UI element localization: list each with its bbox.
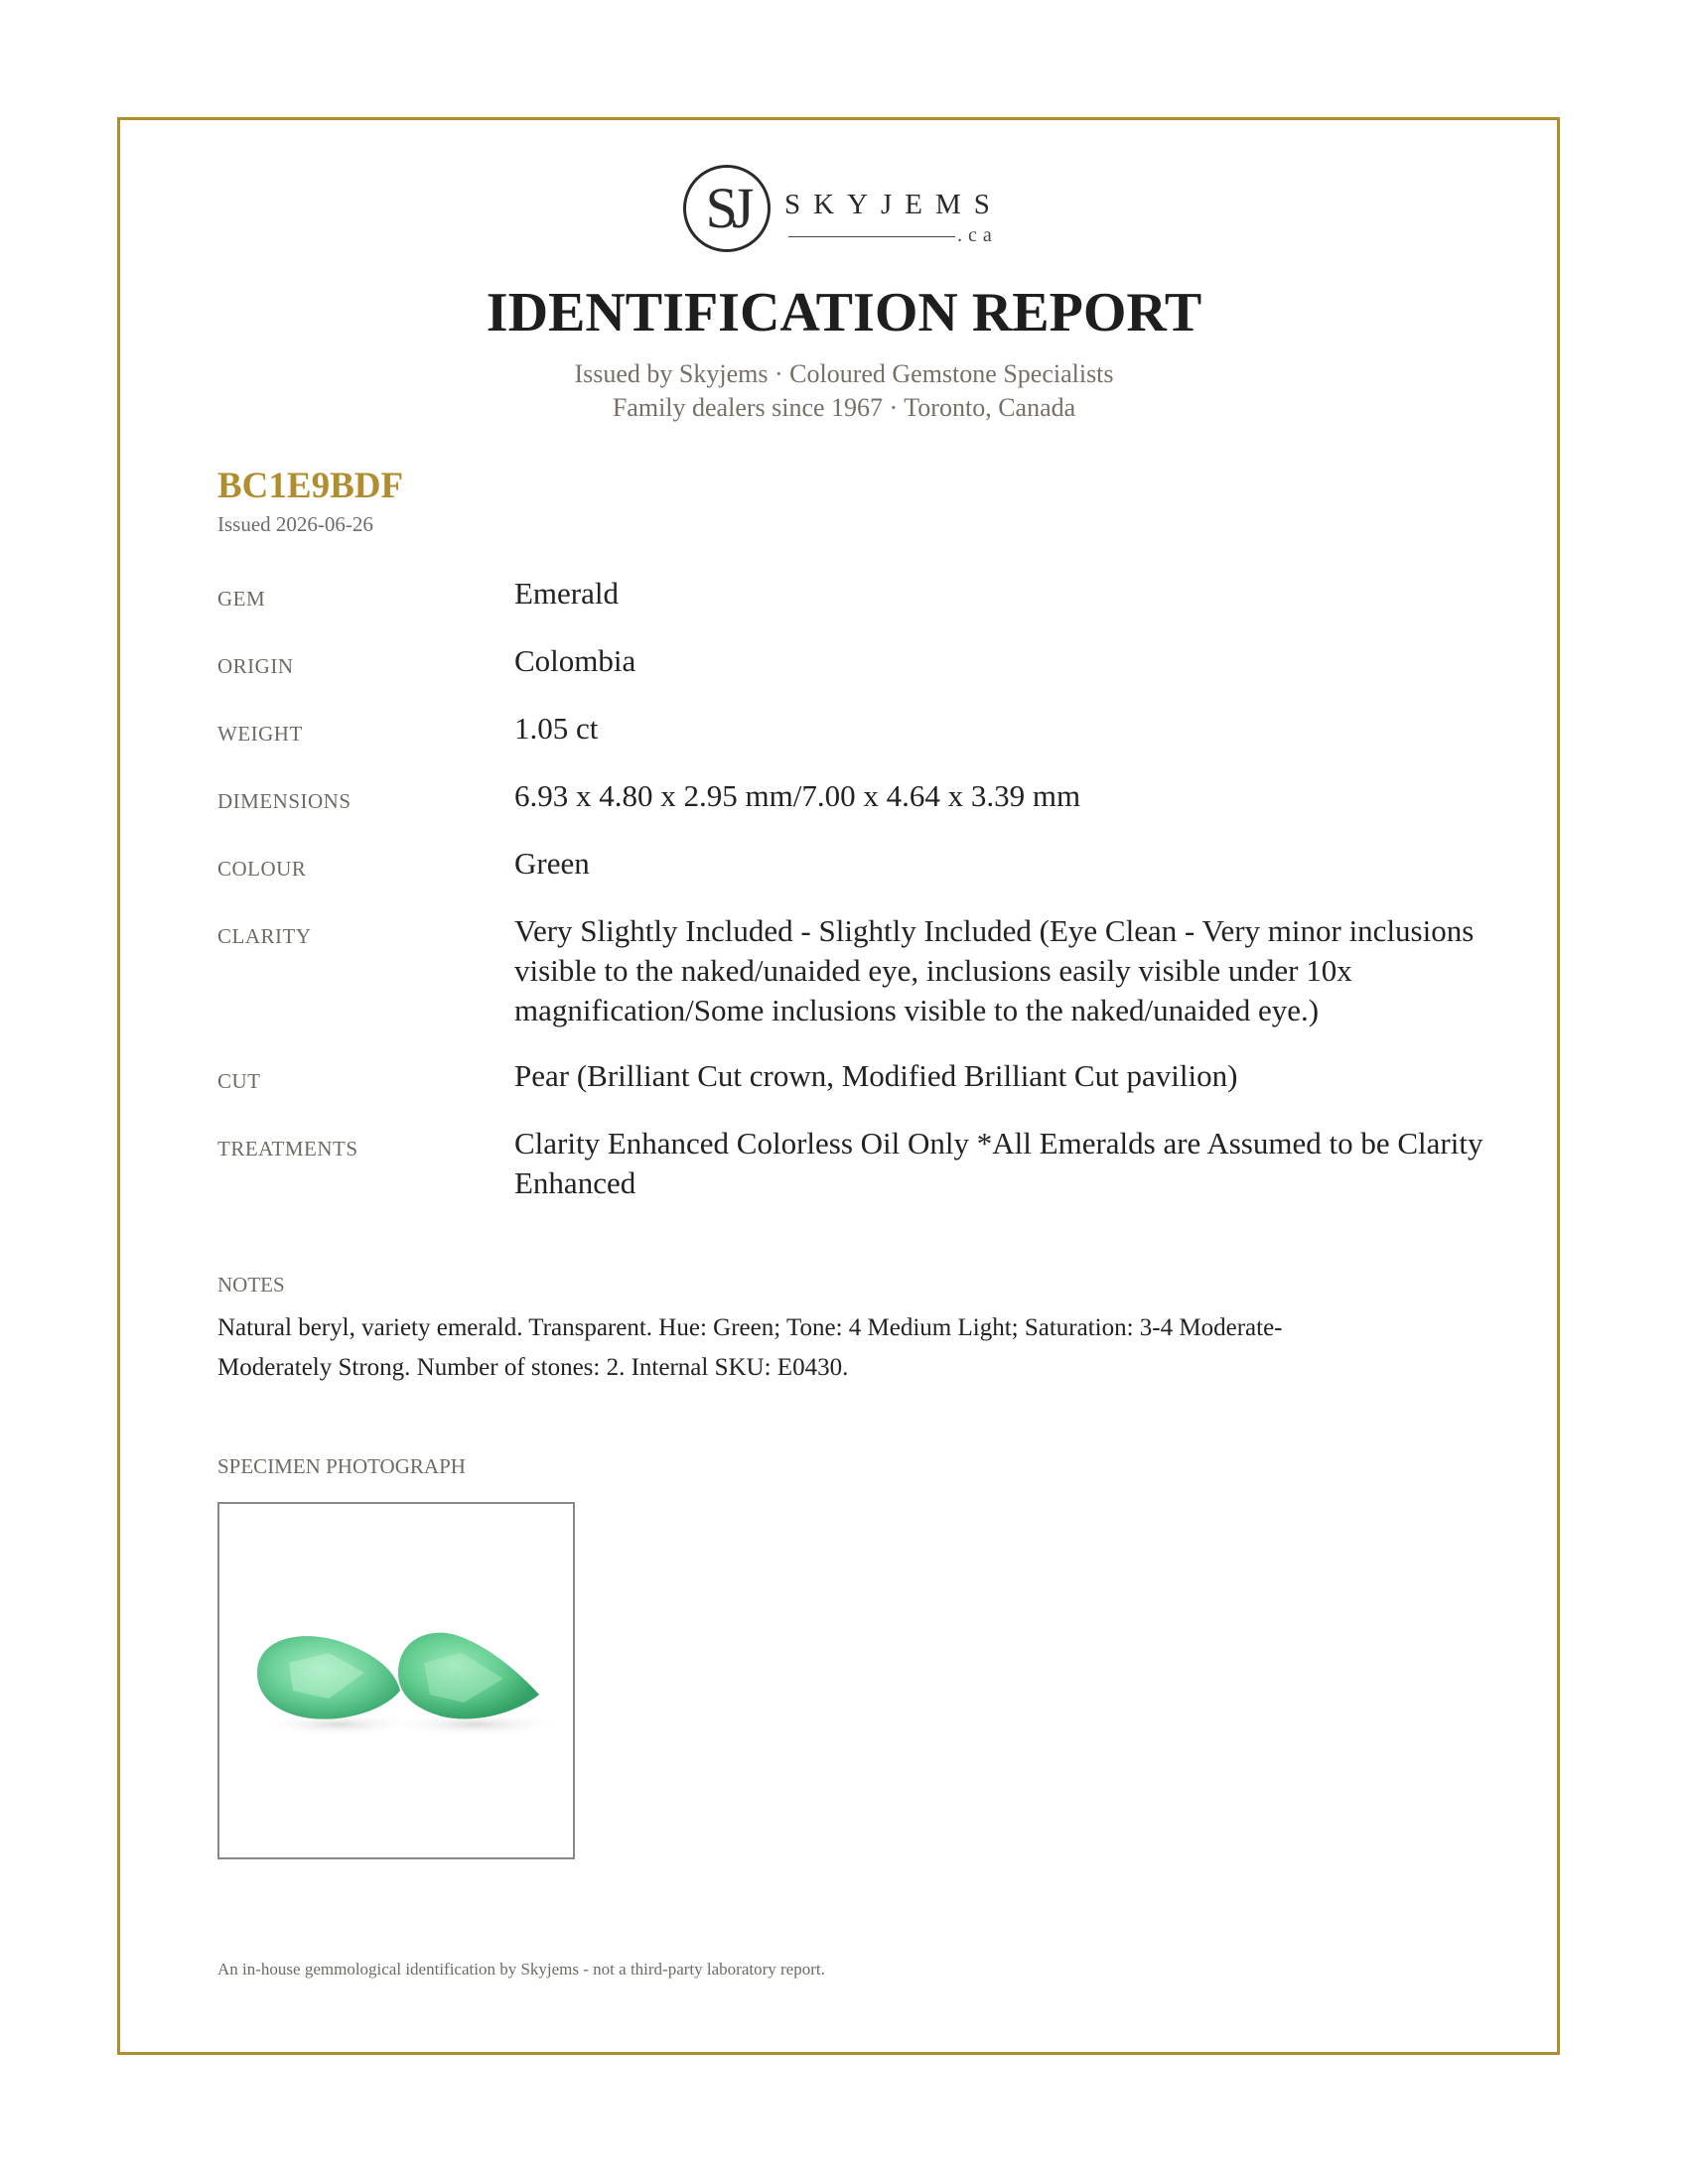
photo-label: SPECIMEN PHOTOGRAPH xyxy=(217,1454,466,1478)
logo-tld: .ca xyxy=(957,224,998,246)
skyjems-logo xyxy=(683,165,1011,264)
field-label-weight: WEIGHT xyxy=(217,722,303,746)
field-value-cut: Pear (Brilliant Cut crown, Modified Brilliant Cut pavilion) xyxy=(514,1058,1238,1093)
field-value-gem: Emerald xyxy=(514,576,620,611)
report-id: BC1E9BDF xyxy=(217,466,404,506)
field-value-dimensions: 6.93 x 4.80 x 2.95 mm/7.00 x 4.64 x 3.39 mm xyxy=(514,778,1081,813)
field-value-origin: Colombia xyxy=(514,643,636,678)
specimen-photo xyxy=(217,1502,575,1859)
report-subtitle-location: Family dealers since 1967 · Toronto, Canada xyxy=(612,393,1076,422)
field-label-dimensions: DIMENSIONS xyxy=(217,789,352,813)
logo-monogram: SJ xyxy=(705,176,749,240)
report-subtitle-issuer: Issued by Skyjems · Coloured Gemstone Specialists xyxy=(574,359,1114,388)
field-label-colour: COLOUR xyxy=(217,857,307,881)
footer-disclaimer: An in-house gemmological identification by Skyjems - not a third-party laboratory report. xyxy=(217,1960,825,1979)
field-label-origin: ORIGIN xyxy=(217,654,294,678)
field-label-treatments: TREATMENTS xyxy=(217,1137,358,1160)
field-label-cut: CUT xyxy=(217,1069,261,1093)
field-value-weight: 1.05 ct xyxy=(514,711,599,746)
emerald-pair-illustration xyxy=(219,1504,573,1857)
field-label-clarity: CLARITY xyxy=(217,924,312,948)
field-label-gem: GEM xyxy=(217,587,266,611)
field-value-treatments: Clarity Enhanced Colorless Oil Only *All Emeralds are Assumed to be Clarity Enhanced xyxy=(514,1126,1483,1200)
logo-divider xyxy=(788,236,955,237)
report-title: IDENTIFICATION REPORT xyxy=(486,282,1202,343)
field-value-colour: Green xyxy=(514,846,590,881)
notes-text: Natural beryl, variety emerald. Transparent. Hue: Green; Tone: 4 Medium Light; Saturation: 3-4 Moderate-Moderately Strong. Number of stones: 2. Internal SKU: E0430. xyxy=(217,1314,1283,1381)
logo-wordmark: SKYJEMS xyxy=(784,189,1003,220)
issue-date: Issued 2026-06-26 xyxy=(217,512,373,536)
field-value-clarity: Very Slightly Included - Slightly Included (Eye Clean - Very minor inclusions visible to the naked/unaided eye, inclusions easily visible under 10x magnification/Some inclusions visible to the naked/unaided eye.) xyxy=(514,913,1475,1027)
notes-label: NOTES xyxy=(217,1273,285,1297)
